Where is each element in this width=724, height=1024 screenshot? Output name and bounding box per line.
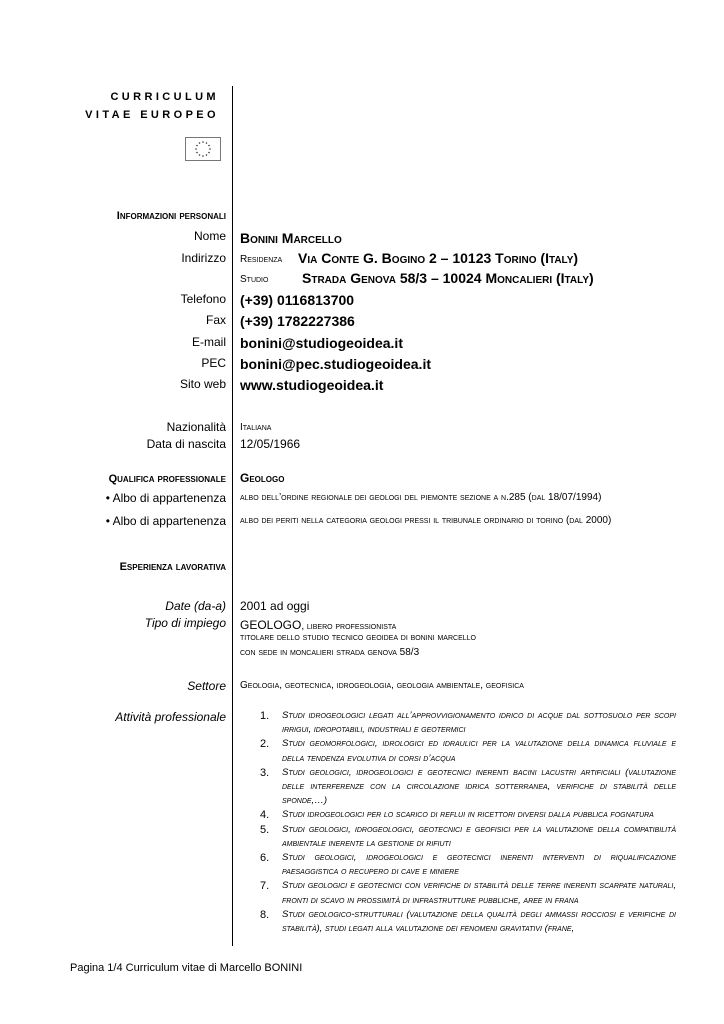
- pec-value[interactable]: bonini@pec.studiogeoidea.it: [240, 356, 431, 372]
- section-experience-heading: Esperienza lavorativa: [119, 561, 226, 573]
- albo1-label: • Albo di appartenenza: [105, 491, 226, 505]
- date-value: 2001 ad oggi: [240, 599, 310, 613]
- website-label: Sito web: [179, 377, 226, 391]
- page-footer: Pagina 1/4 Curriculum vitae di Marcello BONINI: [70, 962, 303, 974]
- activity-item: 2. Studi geomorfologici, idrologici ed idraulici per la valutazione della dinamica fluviale e della tendenza evolutiva di corsi d’acqua: [260, 738, 676, 764]
- job-type-label: Tipo di impiego: [144, 616, 226, 630]
- pec-label: PEC: [201, 356, 226, 370]
- section-qualification-heading: Qualifica professionale: [108, 473, 226, 485]
- activity-list: [240, 709, 676, 936]
- cv-title-line1: CURRICULUM: [110, 91, 219, 103]
- studio-value: Strada Genova 58/3 – 10024 Moncalieri (Italy): [302, 270, 594, 286]
- activity-item: 7. Studi geologici e geotecnici con verifiche di stabilità delle terre inerenti scarpate naturali, fronti di scavo in prossimità di infrastrutture pubbliche, aree in frana: [260, 880, 676, 906]
- sector-value: Geologia, geotecnica, idrogeologia, geologia ambientale, geofisica: [240, 680, 524, 691]
- residence-value: Via Conte G. Bogino 2 – 10123 Torino (Italy): [298, 250, 579, 266]
- albo2-label: • Albo di appartenenza: [105, 514, 226, 528]
- sector-label: Settore: [187, 679, 226, 693]
- activity-item: 5. Studi geologici, idrogeologici, geotecnici e geofisici per la valutazione della compatibilità ambientale inerente la gestione di rifiuti: [260, 823, 676, 849]
- activity-item: 3. Studi geologici, idrogeologici e geotecnici inerenti bacini lacustri artificiali (valutazione delle interferenze con la circolazione idrica sotterranea, verifiche di stabilità delle sponde,…): [260, 766, 676, 807]
- name-label: Nome: [193, 229, 226, 243]
- birthdate-label: Data di nascita: [146, 437, 226, 451]
- albo2-value: albo dei periti nella categoria geologi pressi il tribunale ordinario di torino (dal 2000): [240, 515, 612, 526]
- residence-label: Residenza: [240, 254, 283, 265]
- studio-label: Studio: [240, 274, 269, 285]
- fax-value: (+39) 1782227386: [240, 313, 355, 329]
- albo1-value: albo dell’ordine regionale dei geologi del piemonte sezione a n.285 (dal 18/07/1994): [240, 492, 602, 503]
- job-type-line3: con sede in moncalieri strada genova 58/3: [240, 647, 420, 658]
- nationality-label: Nazionalità: [166, 420, 226, 434]
- job-type-main: GEOLOGO: [240, 618, 302, 632]
- section-personal-heading: Informazioni personali: [116, 210, 226, 222]
- fax-label: Fax: [205, 313, 226, 327]
- job-type-line2: titolare dello studio tecnico geoidea di bonini marcello: [240, 632, 476, 643]
- phone-label: Telefono: [180, 292, 226, 306]
- cv-title-line2: VITAE EUROPEO: [85, 109, 219, 121]
- activity-label: Attività professionale: [115, 710, 226, 724]
- date-label: Date (da-a): [165, 599, 226, 613]
- column-divider: [232, 86, 233, 946]
- job-type-rest: , libero professionista: [301, 621, 397, 632]
- name-value: Bonini Marcello: [240, 230, 342, 246]
- qualification-value: Geologo: [240, 471, 285, 485]
- phone-value: (+39) 0116813700: [240, 292, 355, 308]
- eu-flag-icon: [185, 137, 221, 161]
- activity-item: 4. Studi idrogeologici per lo scarico di reflui in ricettori diversi dalla pubblica fognatura: [260, 809, 654, 822]
- nationality-value: Italiana: [240, 422, 272, 433]
- activity-item: 8. Studi geologico-strutturali (valutazione della qualità degli ammassi rocciosi e verifiche di stabilità), studi legati alla valutazione dei fenomeni gravitativi (frane,: [260, 908, 676, 935]
- birthdate-value: 12/05/1966: [240, 437, 301, 451]
- activity-item: 6. Studi geologici, idrogeologici e geotecnici inerenti interventi di riqualificazione paesaggistica o recupero di cave e miniere: [260, 852, 676, 878]
- activity-item: 1. Studi idrogeologici legati all’approvvigionamento idrico di acque dal sottosuolo per scopi irrigui, idropotabili, industriali e geotermici: [260, 710, 676, 736]
- address-label: Indirizzo: [181, 251, 226, 265]
- website-value[interactable]: www.studiogeoidea.it: [240, 377, 384, 393]
- email-value[interactable]: bonini@studiogeoidea.it: [240, 335, 403, 351]
- email-label: E-mail: [191, 335, 226, 349]
